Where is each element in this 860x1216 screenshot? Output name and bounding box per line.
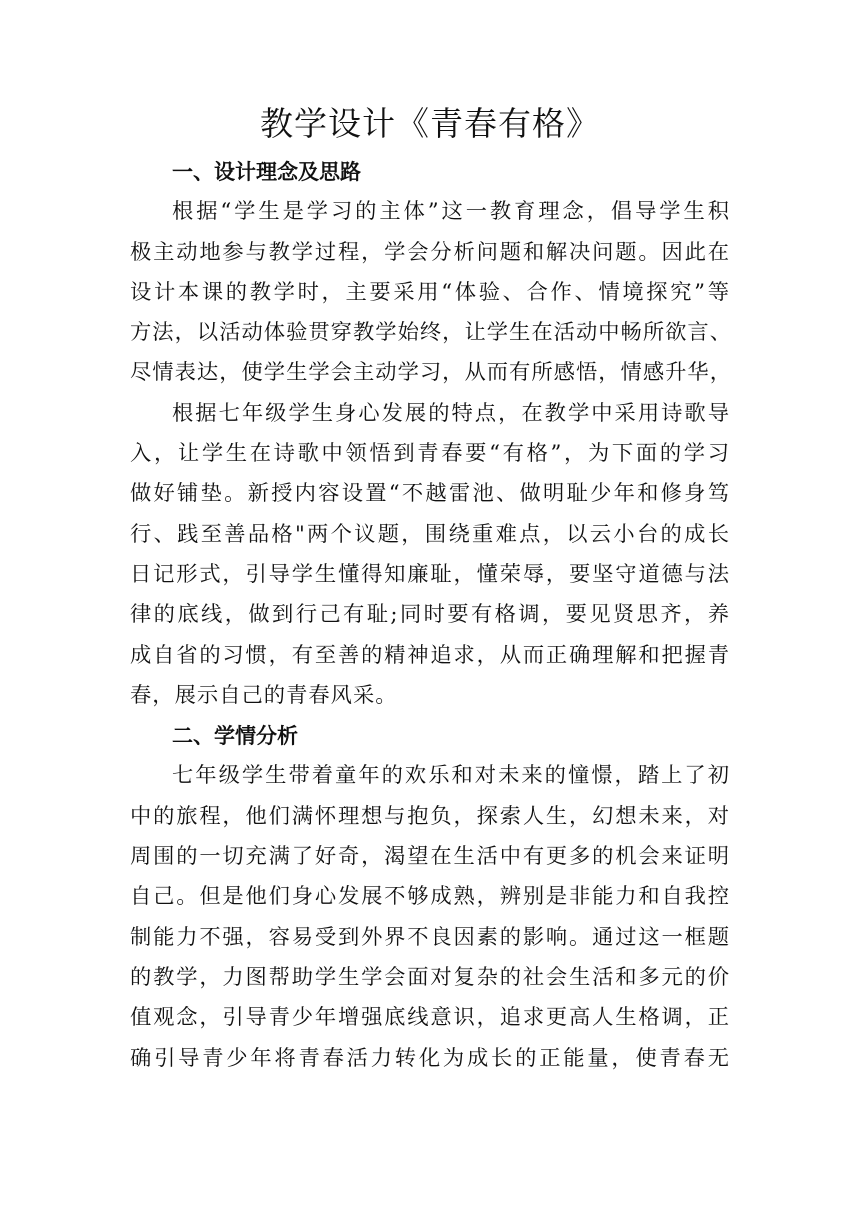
text-line: 方法，以活动体验贯穿教学始终，让学生在活动中畅所欲言、 [130, 320, 733, 346]
text-line: 值观念，引导青少年增强底线意识，追求更高人生格调，正 [130, 1005, 730, 1031]
text-line: 中的旅程，他们满怀理想与抱负，探索人生，幻想未来，对 [130, 803, 730, 829]
text-line: 律的底线，做到行己有耻;同时要有格调，要见贤思齐，养 [130, 602, 730, 628]
text-line: 制能力不强，容易受到外界不良因素的影响。通过这一框题 [130, 924, 730, 950]
text-line: 七年级学生带着童年的欢乐和对未来的憧憬，踏上了初 [172, 763, 730, 789]
text-line: 春，展示自己的青春风采。 [130, 682, 398, 708]
text-line: 根据“学生是学习的主体”这一教育理念，倡导学生积 [172, 199, 730, 225]
section-heading-learner-analysis: 二、学情分析 [172, 724, 298, 749]
paragraph [130, 394, 730, 716]
text-line: 的教学，力图帮助学生学会面对复杂的社会生活和多元的价 [130, 964, 730, 990]
paragraph [130, 756, 730, 1078]
section-heading-design-concept: 一、设计理念及思路 [172, 160, 361, 184]
document-title: 教学设计《青春有格》 [260, 104, 600, 143]
text-line: 设计本课的教学时，主要采用“体验、合作、情境探究”等 [130, 279, 730, 305]
text-line: 根据七年级学生身心发展的特点，在教学中采用诗歌导 [172, 400, 730, 426]
text-line: 入，让学生在诗歌中领悟到青春要“有格”，为下面的学习 [130, 441, 730, 467]
text-line: 极主动地参与教学过程，学会分析问题和解决问题。因此在 [130, 239, 730, 265]
text-line: 确引导青少年将青春活力转化为成长的正能量，使青春无 [130, 1045, 730, 1071]
text-line: 日记形式，引导学生懂得知廉耻，懂荣辱，要坚守道德与法 [130, 561, 730, 587]
text-line: 周围的一切充满了好奇，渴望在生活中有更多的机会来证明 [130, 844, 730, 870]
document-body [130, 152, 733, 1079]
text-line: 行、践至善品格"两个议题，围绕重难点，以云小台的成长 [130, 521, 730, 547]
text-line: 做好铺垫。新授内容设置“不越雷池、做明耻少年和修身笃 [130, 481, 730, 507]
paragraph [130, 192, 733, 393]
text-line: 成自省的习惯，有至善的精神追求，从而正确理解和把握青 [130, 642, 730, 668]
text-line: 自己。但是他们身心发展不够成熟，辨别是非能力和自我控 [130, 884, 730, 910]
text-line: 尽情表达，使学生学会主动学习，从而有所感悟，情感升华， [130, 360, 733, 386]
